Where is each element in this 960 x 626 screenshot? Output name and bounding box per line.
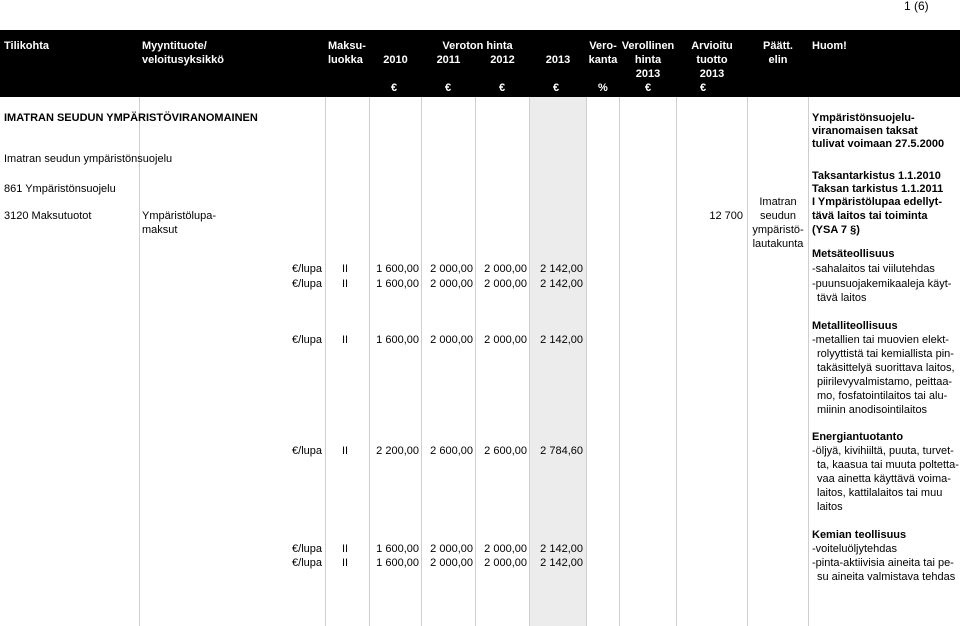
grid-line (808, 96, 809, 626)
row-class: II (342, 543, 349, 555)
row-class: II (342, 278, 349, 290)
header-euro-verollinen: € (645, 82, 652, 94)
decision-body-1: Imatran (759, 196, 797, 208)
row-value-2010: 1 600,00 (376, 557, 419, 569)
header-huom: Huom! (812, 40, 847, 52)
note-line: Ympäristönsuojelu- (812, 112, 915, 124)
section-line: mo, fosfatointilaitos tai alu- (817, 390, 948, 402)
section-line: laitos (817, 501, 843, 513)
row-value-2012: 2 000,00 (484, 263, 527, 275)
section-line: laitos, kattilalaitos tai muu (817, 487, 943, 499)
row-value-2012: 2 000,00 (484, 557, 527, 569)
row-value-2011: 2 000,00 (430, 543, 473, 555)
note-line: tulivat voimaan 27.5.2000 (812, 138, 945, 150)
header-verollinen: Verollinen (621, 40, 675, 52)
row-value-2012: 2 000,00 (484, 334, 527, 346)
grid-line (619, 96, 620, 626)
header-rule (0, 96, 960, 97)
section-line: -öljyä, kivihiiltä, puuta, turvet- (812, 445, 954, 457)
note-line: tävä laitos tai toiminta (812, 210, 928, 222)
section-line: -metallien tai muovien elekt- (812, 334, 949, 346)
header-euro-2010: € (391, 82, 398, 94)
row-value-2010: 2 200,00 (376, 445, 419, 457)
header-euro-2011: € (445, 82, 452, 94)
section-line: -pinta-aktiivisia aineita tai pe- (812, 557, 954, 569)
header-veroton-hinta: Veroton hinta (442, 40, 513, 52)
product-name-1: Ympäristölupa- (142, 210, 216, 222)
row-unit: €/lupa (292, 445, 322, 457)
row-value-2012: 2 000,00 (484, 278, 527, 290)
header-hinta: hinta (634, 54, 662, 66)
row-value-2013: 2 142,00 (540, 278, 583, 290)
page-number: 1 (6) (904, 0, 929, 13)
header-arvioitu: Arvioitu (691, 40, 733, 52)
header-elin: elin (768, 54, 788, 66)
section-line: takäsittelyä suorittava laitos, (817, 362, 955, 374)
row-value-2013: 2 142,00 (540, 334, 583, 346)
header-year-2010: 2010 (383, 54, 408, 66)
row-class: II (342, 334, 349, 346)
decision-body-3: ympäristö- (752, 224, 804, 236)
note-line: viranomaisen taksat (812, 125, 918, 137)
row-unit: €/lupa (292, 543, 322, 555)
section-heading: Metsäteollisuus (812, 248, 895, 260)
header-euro-2012: € (499, 82, 506, 94)
grid-line (325, 96, 326, 626)
estimated-revenue: 12 700 (709, 210, 743, 222)
row-value-2011: 2 000,00 (430, 263, 473, 275)
decision-body-4: lautakunta (752, 238, 804, 250)
section-line: tävä laitos (817, 292, 867, 304)
row-value-2010: 1 600,00 (376, 263, 419, 275)
grid-line (586, 96, 587, 626)
header-vero: Vero- (589, 40, 617, 52)
unit-name: Imatran seudun ympäristönsuojelu (4, 153, 173, 165)
section-line: vaa ainetta käyttävä voima- (817, 473, 951, 485)
row-unit: €/lupa (292, 334, 322, 346)
row-value-2013: 2 142,00 (540, 557, 583, 569)
section-line: miinin anodisointilaitos (817, 404, 928, 416)
note-line: Taksan tarkistus 1.1.2011 (812, 183, 944, 195)
note-line: Taksantarkistus 1.1.2010 (812, 170, 941, 182)
row-value-2010: 1 600,00 (376, 334, 419, 346)
header-paatt: Päätt. (763, 40, 793, 52)
row-unit: €/lupa (292, 263, 322, 275)
header-euro-2013: € (553, 82, 560, 94)
row-value-2010: 1 600,00 (376, 278, 419, 290)
header-tilikohta: Tilikohta (4, 40, 50, 52)
section-line: piirilevyvalmistamo, peittaa- (817, 376, 953, 388)
section-heading: Kemian teollisuus (812, 529, 907, 541)
section-heading: Metalliteollisuus (812, 320, 898, 332)
row-value-2012: 2 600,00 (484, 445, 527, 457)
header-myyntituote: Myyntituote/ (142, 40, 207, 52)
grid-line (676, 96, 677, 626)
row-unit: €/lupa (292, 557, 322, 569)
header-tuotto: tuotto (696, 54, 728, 66)
row-value-2012: 2 000,00 (484, 543, 527, 555)
agency-title: IMATRAN SEUDUN YMPÄRISTÖVIRANOMAINEN (4, 112, 258, 124)
section-line: -voiteluöljytehdas (812, 543, 897, 555)
product-name-2: maksut (142, 224, 178, 236)
header-percent: % (598, 82, 608, 94)
decision-body-2: seudun (759, 210, 797, 222)
row-class: II (342, 557, 349, 569)
row-value-2011: 2 600,00 (430, 445, 473, 457)
section-heading: Energiantuotanto (812, 431, 904, 443)
section-line: su aineita valmistava tehdas (817, 571, 956, 583)
code-unit: 861 Ympäristönsuojelu (4, 183, 116, 195)
header-maksu: Maksu- (328, 40, 366, 52)
section-line: -puunsuojakemikaaleja käyt- (812, 278, 952, 290)
header-year-2013: 2013 (545, 54, 571, 66)
row-value-2010: 1 600,00 (376, 543, 419, 555)
header-kanta: kanta (588, 54, 618, 66)
grid-line (139, 96, 140, 626)
header-euro-tuotto: € (700, 82, 707, 94)
note-line: I Ympäristölupaa edellyt- (812, 196, 943, 208)
section-line: rolyyttistä tai kemiallista pin- (817, 348, 954, 360)
row-value-2011: 2 000,00 (430, 278, 473, 290)
row-value-2011: 2 000,00 (430, 557, 473, 569)
header-year-2012: 2012 (490, 54, 515, 66)
row-class: II (342, 445, 349, 457)
row-value-2013: 2 784,60 (540, 445, 583, 457)
header-hinta-year: 2013 (635, 68, 661, 80)
table-header (0, 30, 960, 96)
row-value-2013: 2 142,00 (540, 543, 583, 555)
header-year-2011: 2011 (436, 54, 461, 66)
header-veloitusyksikko: veloitusyksikkö (142, 54, 224, 66)
section-line: -sahalaitos tai viilutehdas (812, 263, 935, 275)
section-line: ta, kaasua tai muuta poltetta- (817, 459, 959, 471)
note-line: (YSA 7 §) (812, 224, 860, 236)
grid-line (747, 96, 748, 626)
row-unit: €/lupa (292, 278, 322, 290)
account-code: 3120 Maksutuotot (4, 210, 92, 222)
row-value-2013: 2 142,00 (540, 263, 583, 275)
header-luokka: luokka (328, 54, 363, 66)
header-tuotto-year: 2013 (699, 68, 725, 80)
row-value-2011: 2 000,00 (430, 334, 473, 346)
row-class: II (342, 263, 349, 275)
